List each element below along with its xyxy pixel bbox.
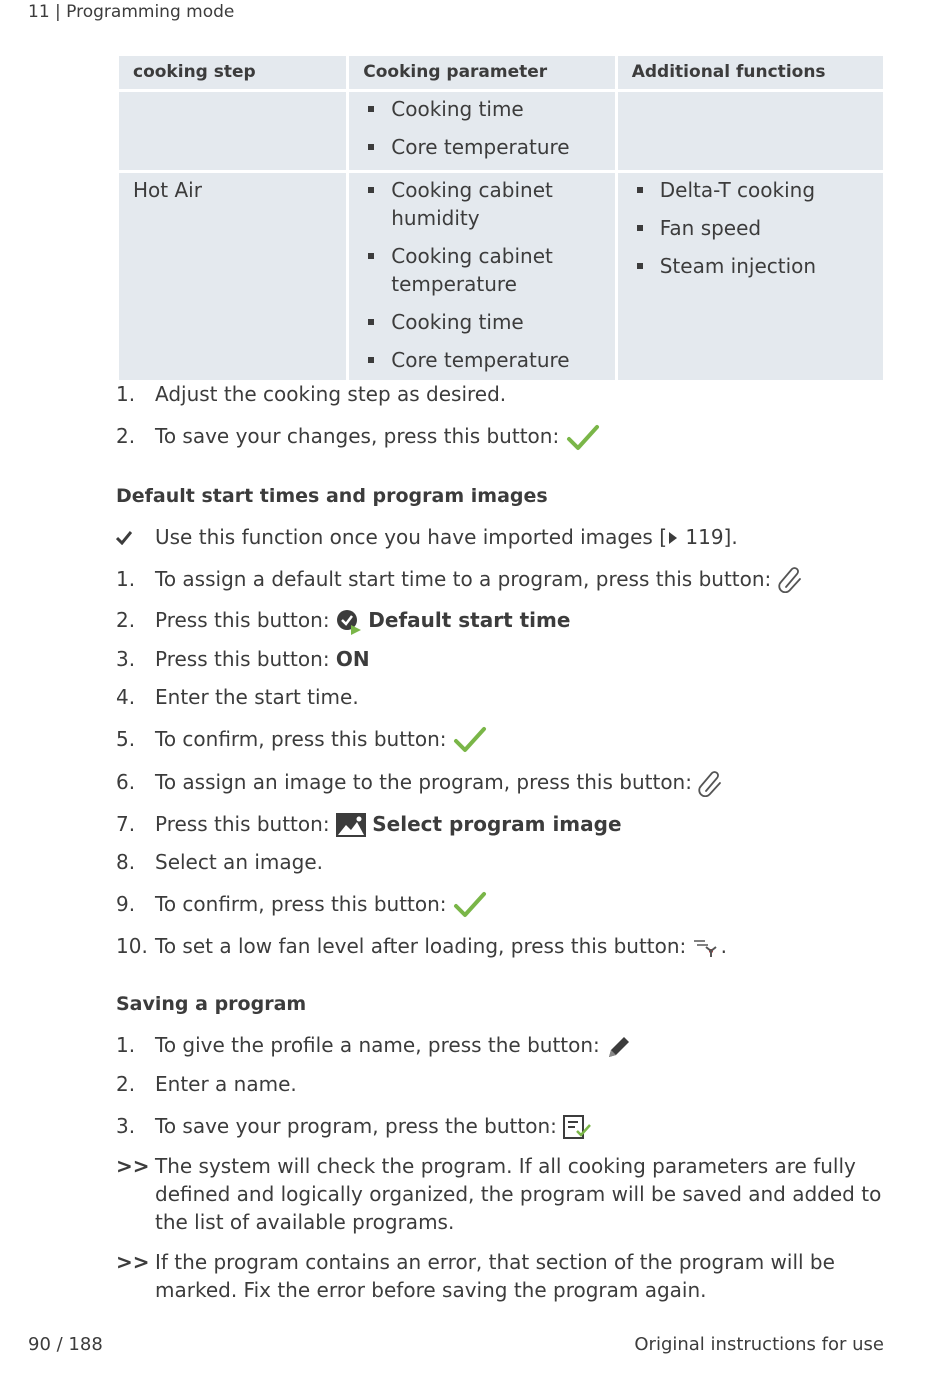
cell-parameters [349,92,614,170]
list-item: 4. Enter the start time. [116,684,359,709]
list-item: Delta-T cooking [632,176,869,204]
list-item: 6. To assign an image to the program, press this button: [116,768,886,797]
table-row [119,92,883,170]
paperclip-icon [778,567,804,593]
arrow-right-icon [667,530,679,546]
cell-step [119,92,346,170]
col-header-cooking-step: cooking step [119,56,346,89]
instructions [116,380,886,1304]
image-icon [336,813,366,837]
list-item: Steam injection [632,252,869,280]
list-item: Core temperature [363,133,600,161]
footer-doc-title: Original instructions for use [634,1334,884,1355]
prerequisite: Use this function once you have imported images [ 119]. [116,523,886,551]
adjust-steps [116,380,886,452]
list-item: 2. Press this button: Default start time [116,606,886,635]
list-item: Fan speed [632,214,869,242]
parameters-table [116,53,886,383]
list-item: 2. To save your changes, press this button: [116,422,886,452]
list-item: Cooking time [363,95,600,123]
checkmark-icon [453,726,487,754]
result-item: >> The system will check the program. If all cooking parameters are fully defined and logically organized, the program will be saved and added to the list of available programs. [116,1154,882,1234]
paperclip-icon [698,771,724,797]
list-item: Core temperature [363,346,600,374]
col-header-additional-functions: Additional functions [618,56,883,89]
list-item: 5. To confirm, press this button: [116,725,886,755]
default-start-steps [116,565,886,961]
result-item: >> If the program contains an error, that section of the program will be marked. Fix the error before saving the program again. [116,1250,835,1302]
check-icon [116,531,132,545]
cell-step: Hot Air [119,173,346,380]
list-item: 3. Press this button: ON [116,646,370,671]
cell-parameters [349,173,614,380]
list-item: 3. To save your program, press the button: [116,1112,886,1141]
list-item: Cooking cabinet temperature [363,242,600,298]
list-item: 7. Press this button: Select program image [116,811,622,836]
list-item: 2. Enter a name. [116,1071,297,1096]
list-item: 10. To set a low fan level after loading, press this button: . [116,934,728,958]
save-program-icon [563,1114,591,1140]
list-item: 8. Select an image. [116,849,323,874]
list-item: 9. To confirm, press this button: [116,890,886,920]
page-number: 90 / 188 [28,1334,103,1355]
cell-functions [618,92,883,170]
section-heading: Default start times and program images [116,484,548,507]
saving-steps [116,1031,886,1140]
page-header: 11 | Programming mode [28,2,235,22]
checkmark-icon [566,424,600,452]
list-item: Cooking time [363,308,600,336]
list-item: 1. To assign a default start time to a program, press this button: [116,565,886,594]
pencil-icon [606,1034,632,1060]
list-item: Cooking cabinet humidity [363,176,600,232]
table-row [119,173,883,380]
clock-check-icon [336,609,362,635]
cell-functions [618,173,883,380]
section-heading: Saving a program [116,993,307,1015]
list-item: 1. To give the profile a name, press the button: [116,1031,886,1060]
list-item: 1. Adjust the cooking step as desired. [116,382,507,406]
checkmark-icon [453,891,487,919]
col-header-cooking-parameter: Cooking parameter [349,56,614,89]
low-fan-icon [693,937,721,959]
